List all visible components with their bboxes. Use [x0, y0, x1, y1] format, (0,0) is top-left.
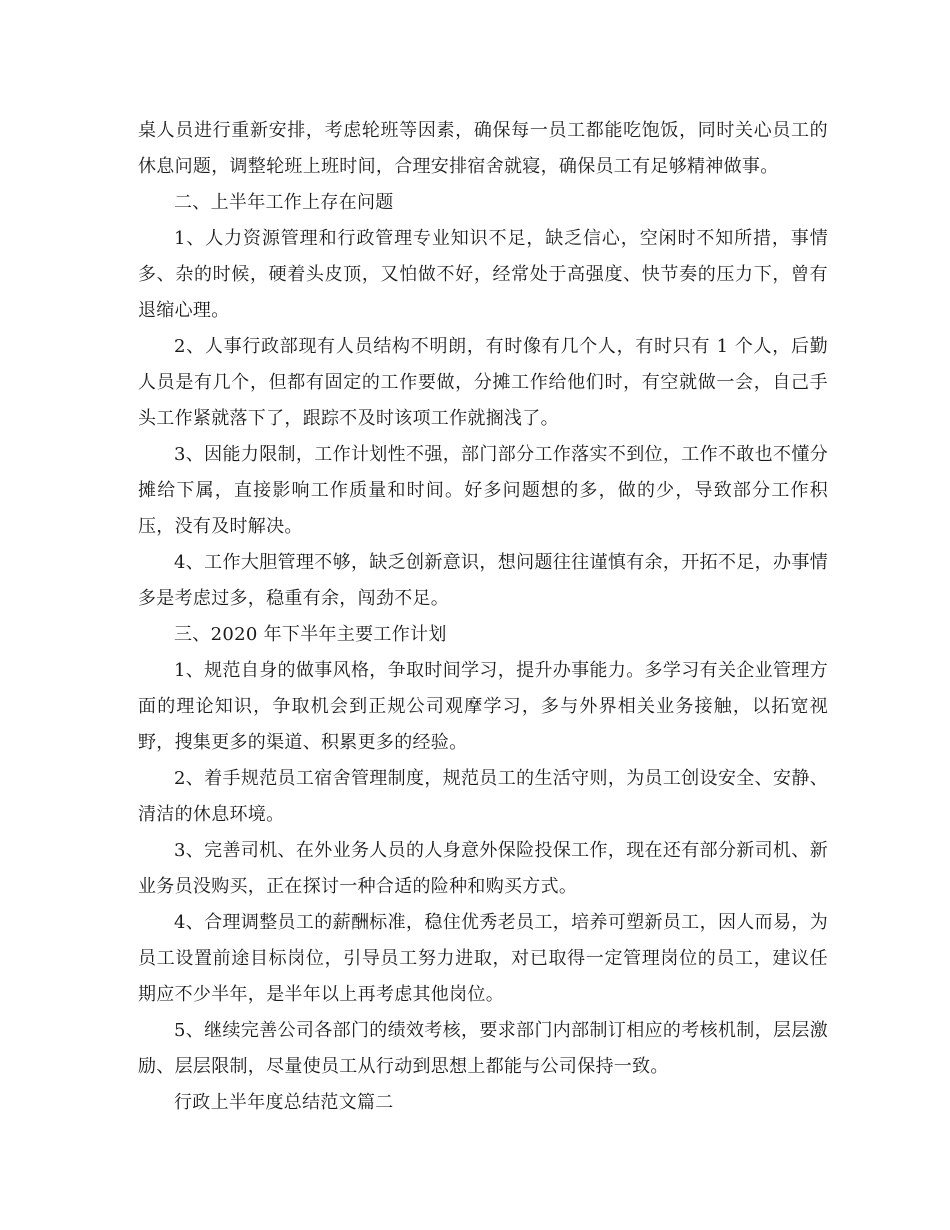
problem-item-1: 1、人力资源管理和行政管理专业知识不足，缺乏信心，空闲时不知所措，事情多、杂的时候，硬着头皮顶，又怕做不好，经常处于高强度、快节奏的压力下，曾有退缩心理。	[138, 228, 828, 321]
section-heading-problems: 二、上半年工作上存在问题	[174, 192, 394, 213]
section-heading-plan: 三、2020 年下半年主要工作计划	[174, 624, 447, 645]
next-article-title: 行政上半年度总结范文篇二	[174, 1092, 394, 1113]
document-body	[138, 113, 828, 1121]
problem-item-2: 2、人事行政部现有人员结构不明朗，有时像有几个人，有时只有 1 个人，后勤人员是有几个，但都有固定的工作要做，分摊工作给他们时，有空就做一会，自己手头工作紧就落下了，跟踪不及时该项工作就搁浅了。	[138, 336, 828, 429]
plan-item-1: 1、规范自身的做事风格，争取时间学习，提升办事能力。多学习有关企业管理方面的理论知识，争取机会到正规公司观摩学习，多与外界相关业务接触，以拓宽视野，搜集更多的渠道、积累更多的经验。	[138, 660, 828, 753]
plan-item-3: 3、完善司机、在外业务人员的人身意外保险投保工作，现在还有部分新司机、新业务员没购买，正在探讨一种合适的险种和购买方式。	[138, 840, 828, 897]
plan-item-5: 5、继续完善公司各部门的绩效考核，要求部门内部制订相应的考核机制，层层激励、层层限制，尽量使员工从行动到思想上都能与公司保持一致。	[138, 1020, 828, 1077]
problem-item-4: 4、工作大胆管理不够，缺乏创新意识，想问题往往谨慎有余，开拓不足，办事情多是考虑过多，稳重有余，闯劲不足。	[138, 552, 828, 609]
plan-item-4: 4、合理调整员工的薪酬标准，稳住优秀老员工，培养可塑新员工，因人而易，为员工设置前途目标岗位，引导员工努力进取，对已取得一定管理岗位的员工，建议任期应不少半年，是半年以上再考虑其他岗位。	[138, 912, 828, 1005]
plan-item-2: 2、着手规范员工宿舍管理制度，规范员工的生活守则，为员工创设安全、安静、清洁的休息环境。	[138, 768, 828, 825]
paragraph-continuation: 桌人员进行重新安排，考虑轮班等因素，确保每一员工都能吃饱饭，同时关心员工的休息问题，调整轮班上班时间，合理安排宿舍就寝，确保员工有足够精神做事。	[138, 120, 828, 177]
problem-item-3: 3、因能力限制，工作计划性不强，部门部分工作落实不到位，工作不敢也不懂分摊给下属，直接影响工作质量和时间。好多问题想的多，做的少，导致部分工作积压，没有及时解决。	[138, 444, 828, 537]
